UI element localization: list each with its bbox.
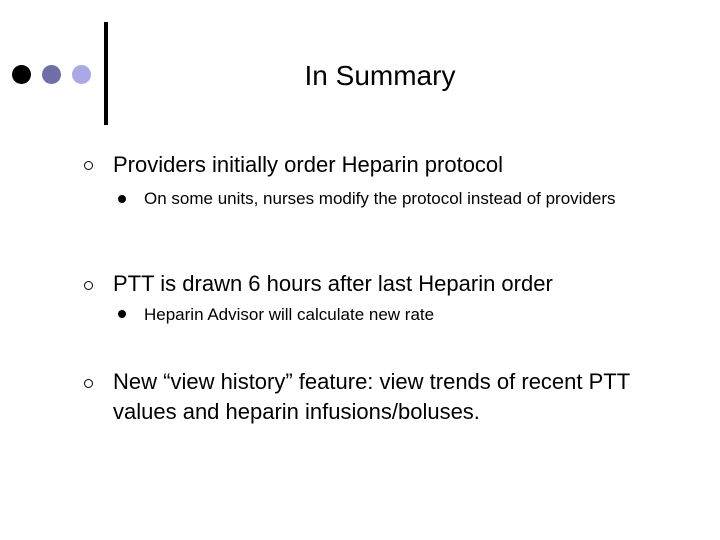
bullet-ring-icon: [84, 281, 93, 290]
title-divider: [104, 22, 108, 125]
bullet-text: Providers initially order Heparin protocol: [113, 152, 504, 177]
bullet-text: PTT is drawn 6 hours after last Heparin order: [113, 271, 553, 296]
sub-bullet-dot-icon: [118, 195, 126, 203]
decorative-dot-medium: [42, 65, 61, 84]
bullet-ring-icon: [84, 161, 93, 170]
slide-title: In Summary: [304, 60, 456, 91]
decorative-dot-dark: [12, 65, 31, 84]
bullet-ring-icon: [84, 379, 93, 388]
sub-bullet-dot-icon: [118, 310, 126, 318]
sub-bullet-text: Heparin Advisor will calculate new rate: [144, 305, 435, 324]
bullet-text: New “view history” feature: view trends of recent PTT values and heparin infusions/boluses.: [113, 369, 630, 424]
sub-bullet-text: On some units, nurses modify the protocol instead of providers: [144, 189, 616, 208]
decorative-dot-light: [72, 65, 91, 84]
